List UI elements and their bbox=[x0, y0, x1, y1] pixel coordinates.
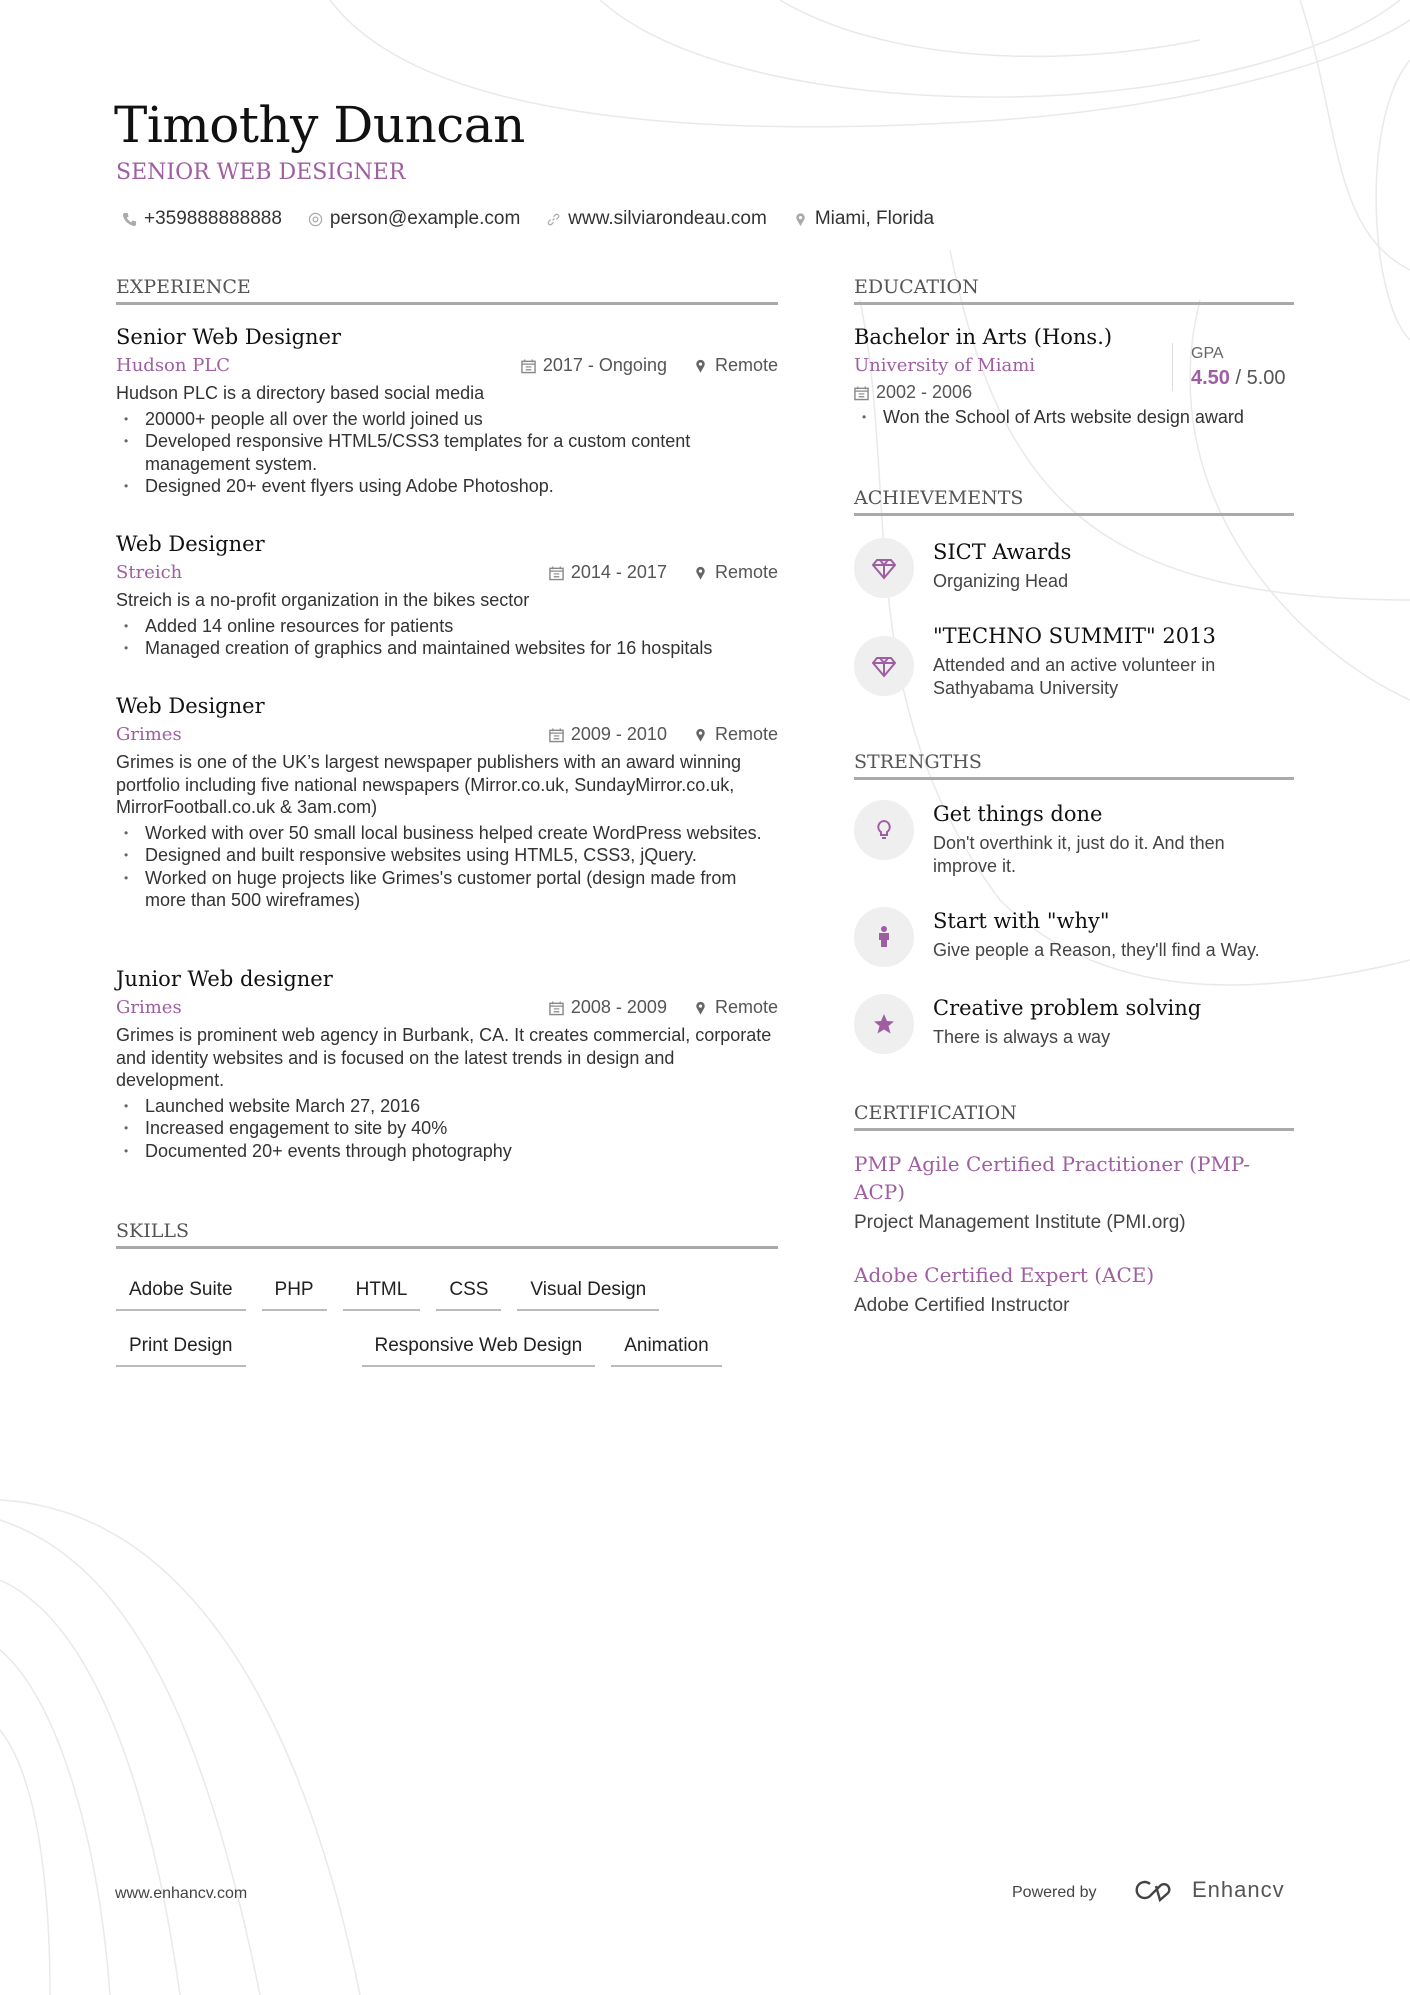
job-location: Remote bbox=[714, 562, 778, 582]
education-entry bbox=[854, 325, 1294, 429]
job-bullet: • Worked on huge projects like Grimes's customer portal (design made from more than 500 wireframes) bbox=[116, 867, 778, 912]
calendar-icon bbox=[549, 565, 564, 581]
job-bullet: • Worked with over 50 small local business helped create WordPress websites. bbox=[116, 822, 778, 845]
website-text: www.silviarondeau.com bbox=[568, 208, 767, 229]
certification-title: Adobe Certified Expert (ACE) bbox=[854, 1263, 1155, 1287]
job-description: Streich is a no-profit organization in the bikes sector bbox=[116, 590, 530, 610]
job-dates: 2009 - 2010 bbox=[570, 724, 667, 744]
company-name: Hudson PLC bbox=[116, 355, 231, 376]
company-name: Grimes bbox=[116, 724, 182, 745]
contact-website[interactable] bbox=[546, 208, 767, 230]
gpa-max: / 5.00 bbox=[1235, 367, 1286, 389]
certification-item bbox=[854, 1150, 1294, 1234]
enhancv-logo-icon bbox=[1132, 1877, 1178, 1903]
pin-icon bbox=[693, 565, 708, 581]
job-location: Remote bbox=[714, 997, 778, 1017]
person-icon bbox=[872, 925, 896, 949]
education-heading: EDUCATION bbox=[854, 276, 1294, 305]
job-title: Web Designer bbox=[116, 694, 265, 718]
job-location: Remote bbox=[714, 355, 778, 375]
enhancv-logo[interactable] bbox=[1132, 1877, 1285, 1903]
job-bullet: • Developed responsive HTML5/CSS3 templates for a custom content management system. bbox=[116, 430, 778, 475]
calendar-icon bbox=[521, 358, 536, 374]
achievement-item bbox=[854, 538, 1294, 598]
diamond-icon bbox=[872, 654, 896, 678]
strength-title: Creative problem solving bbox=[933, 996, 1202, 1020]
powered-by-label: Powered by bbox=[1012, 1884, 1097, 1901]
job-bullet: • Designed and built responsive websites using HTML5, CSS3, jQuery. bbox=[116, 844, 778, 867]
strength-item bbox=[854, 907, 1294, 967]
job-title: Senior Web Designer bbox=[116, 325, 342, 349]
job-bullet: • Added 14 online resources for patients bbox=[116, 615, 778, 638]
job-bullet: • Managed creation of graphics and maintained websites for 16 hospitals bbox=[116, 637, 778, 660]
pin-icon bbox=[693, 727, 708, 743]
job-bullet: • 20000+ people all over the world joined us bbox=[116, 408, 778, 431]
achievement-title: "TECHNO SUMMIT" 2013 bbox=[933, 624, 1216, 648]
contact-bar bbox=[122, 208, 934, 230]
company-name: Grimes bbox=[116, 997, 182, 1018]
strength-item bbox=[854, 994, 1294, 1054]
skill-tag: Responsive Web Design bbox=[362, 1331, 596, 1367]
contact-phone[interactable] bbox=[122, 208, 282, 230]
gpa-value bbox=[1191, 367, 1286, 390]
job-dates: 2008 - 2009 bbox=[570, 997, 667, 1017]
job-description: Grimes is prominent web agency in Burbank, CA. It creates commercial, corporate and identity websites and is focused on the latest trends in design and development. bbox=[116, 1025, 772, 1090]
strength-title: Get things done bbox=[933, 802, 1103, 826]
achievement-title: SICT Awards bbox=[933, 540, 1072, 564]
job-bullet: • Launched website March 27, 2016 bbox=[116, 1095, 778, 1118]
experience-entry bbox=[116, 967, 778, 1162]
experience-entry bbox=[116, 694, 778, 912]
strength-desc: Give people a Reason, they'll find a Way. bbox=[933, 940, 1260, 960]
link-icon bbox=[546, 212, 561, 227]
education-dates: 2002 - 2006 bbox=[876, 382, 973, 402]
diamond-icon bbox=[872, 556, 896, 580]
strength-desc: Don't overthink it, just do it. And then improve it. bbox=[933, 833, 1225, 876]
achievement-item bbox=[854, 622, 1294, 700]
strength-desc: There is always a way bbox=[933, 1027, 1111, 1047]
pin-icon bbox=[693, 358, 708, 374]
strengths-heading: STRENGTHS bbox=[854, 751, 1294, 780]
gpa-label: GPA bbox=[1191, 345, 1224, 362]
phone-icon bbox=[122, 212, 137, 227]
skill-tag: HTML bbox=[343, 1275, 421, 1311]
gpa-score: 4.50 bbox=[1191, 367, 1230, 389]
brand-name: Enhancv bbox=[1192, 1877, 1285, 1902]
achievements-heading: ACHIEVEMENTS bbox=[854, 487, 1294, 516]
achievement-desc: Attended and an active volunteer in Sathyabama University bbox=[933, 655, 1216, 698]
calendar-icon bbox=[549, 727, 564, 743]
pin-icon bbox=[793, 212, 808, 227]
job-bullet: • Documented 20+ events through photography bbox=[116, 1140, 778, 1163]
calendar-icon bbox=[549, 1000, 564, 1016]
at-icon bbox=[308, 212, 323, 227]
job-bullet: • Increased engagement to site by 40% bbox=[116, 1117, 778, 1140]
job-description: Hudson PLC is a directory based social media bbox=[116, 383, 485, 403]
degree: Bachelor in Arts (Hons.) bbox=[854, 325, 1113, 349]
skill-tag: Visual Design bbox=[517, 1275, 659, 1311]
experience-entry bbox=[116, 532, 778, 660]
skill-tag: Print Design bbox=[116, 1331, 246, 1367]
skill-tag: PHP bbox=[262, 1275, 327, 1311]
job-dates: 2017 - Ongoing bbox=[542, 355, 667, 375]
pin-icon bbox=[693, 1000, 708, 1016]
calendar-icon bbox=[854, 385, 869, 401]
contact-email[interactable] bbox=[308, 208, 520, 230]
job-dates: 2014 - 2017 bbox=[570, 562, 667, 582]
candidate-title: SENIOR WEB DESIGNER bbox=[116, 160, 406, 185]
skills-list bbox=[116, 1275, 778, 1367]
certification-title: PMP Agile Certified Practitioner (PMP-ACP) bbox=[854, 1152, 1250, 1204]
skill-tag: Adobe Suite bbox=[116, 1275, 246, 1311]
email-text: person@example.com bbox=[329, 208, 521, 229]
footer-website-link[interactable]: www.enhancv.com bbox=[115, 1885, 248, 1902]
education-bullet: • Won the School of Arts website design award bbox=[854, 406, 1294, 429]
skills-heading: SKILLS bbox=[116, 1220, 778, 1249]
experience-entry bbox=[116, 325, 778, 498]
certification-issuer: Project Management Institute (PMI.org) bbox=[854, 1212, 1186, 1233]
strength-title: Start with "why" bbox=[933, 909, 1110, 933]
lightbulb-icon bbox=[872, 818, 896, 842]
strength-item bbox=[854, 800, 1294, 878]
job-description: Grimes is one of the UK’s largest newspaper publishers with an award winning portfolio including five national newspapers (Mirror.co.uk, SundayMirror.co.uk, MirrorFootball.co.uk & 3am.com) bbox=[116, 752, 741, 817]
certification-item bbox=[854, 1261, 1294, 1317]
skill-tag: CSS bbox=[436, 1275, 501, 1311]
experience-heading: EXPERIENCE bbox=[116, 276, 778, 305]
job-location: Remote bbox=[714, 724, 778, 744]
job-bullet: • Designed 20+ event flyers using Adobe Photoshop. bbox=[116, 475, 778, 498]
achievement-desc: Organizing Head bbox=[933, 571, 1069, 591]
job-title: Junior Web designer bbox=[116, 967, 333, 991]
star-icon bbox=[872, 1012, 896, 1036]
candidate-name: Timothy Duncan bbox=[114, 96, 525, 154]
job-title: Web Designer bbox=[116, 532, 265, 556]
certification-issuer: Adobe Certified Instructor bbox=[854, 1295, 1070, 1316]
school: University of Miami bbox=[854, 355, 1036, 376]
company-name: Streich bbox=[116, 562, 183, 583]
contact-location bbox=[793, 208, 934, 230]
phone-text: +359888888888 bbox=[144, 208, 282, 229]
location-text: Miami, Florida bbox=[814, 208, 935, 229]
skill-tag: Animation bbox=[611, 1331, 722, 1367]
certification-heading: CERTIFICATION bbox=[854, 1102, 1294, 1131]
